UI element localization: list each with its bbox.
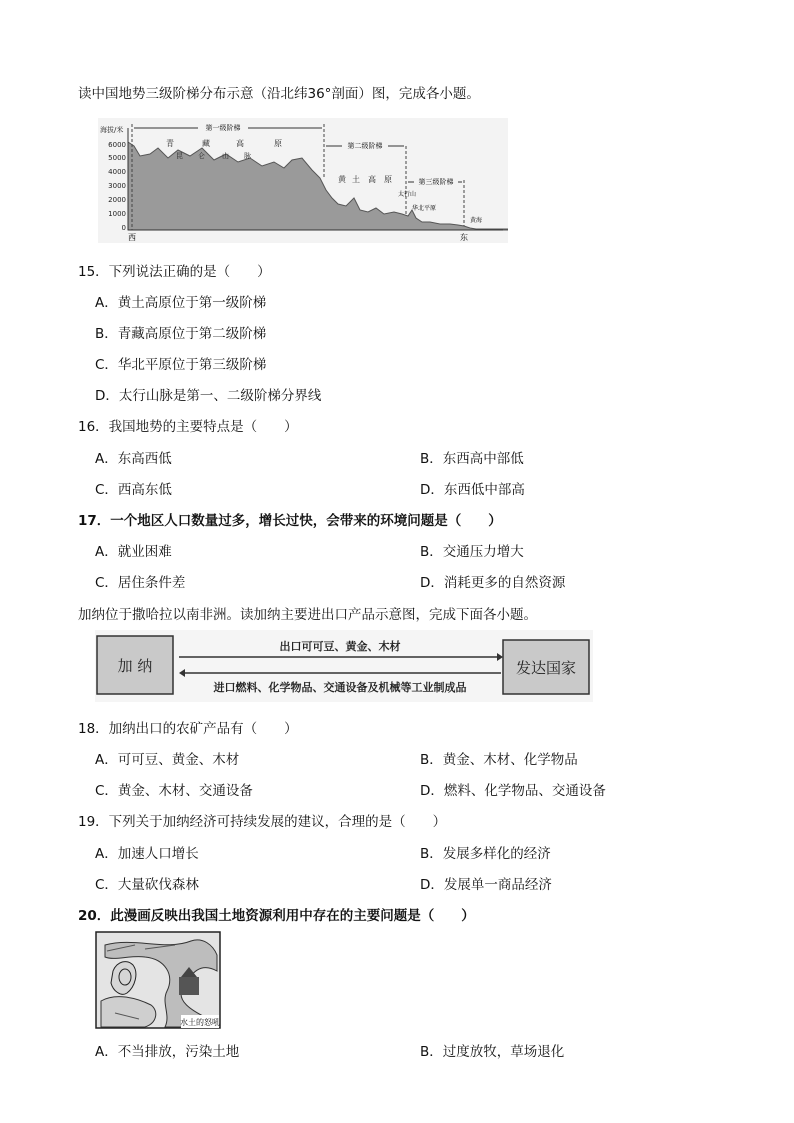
q18-option-d: D．燃料、化学物品、交通设备 [420,783,606,799]
q16-stem: 16．我国地势的主要特点是（ ） [78,419,298,435]
plateau2-char: 土 [352,175,360,184]
q15-option-b: B．青藏高原位于第二级阶梯 [95,326,267,342]
q15-option-d: D．太行山脉是第一、二级阶梯分界线 [95,388,322,404]
intro-text-2: 加纳位于撒哈拉以南非洲。读加纳主要进出口产品示意图，完成下面各小题。 [78,607,537,623]
q19-option-b: B．发展多样化的经济 [420,846,551,862]
q19-stem: 19．下列关于加纳经济可持续发展的建议，合理的是（ ） [78,814,447,830]
y-tick: 2000 [108,196,126,204]
q19-option-a: A．加速人口增长 [95,846,199,862]
sea-label: 黄海 [470,217,483,224]
y-tick: 6000 [108,141,126,149]
import-label: 进口燃料、化学物品、交通设备及机械等工业制成品 [213,681,467,694]
q17-stem: 17．一个地区人口数量过多，增长过快，会带来的环境问题是（ ） [78,513,502,529]
q18-stem: 18．加纳出口的农矿产品有（ ） [78,721,298,737]
q17-option-d: D．消耗更多的自然资源 [420,575,566,591]
plateau2-char: 高 [368,175,376,184]
q17-option-a: A．就业困难 [95,544,172,560]
erosion-cartoon [95,931,221,1029]
q16-option-d: D．东西低中部高 [420,482,525,498]
y-tick: 0 [121,224,126,232]
q17-option-b: B．交通压力增大 [420,544,524,560]
trade-diagram [95,630,593,702]
mountain-char: 山 [222,152,229,160]
plateau1-char: 青 [166,139,174,148]
y-axis-label: 海拔/米 [100,126,124,134]
step-2-label: 第二级阶梯 [347,142,383,150]
developed-countries-label: 发达国家 [515,659,577,677]
plateau1-char: 藏 [202,139,210,148]
q15-option-a: A．黄土高原位于第一级阶梯 [95,295,267,311]
q16-option-c: C．西高东低 [95,482,172,498]
ghana-label: 加 纳 [117,657,153,675]
y-tick: 5000 [108,154,126,162]
plateau1-char: 原 [274,139,282,148]
y-tick: 4000 [108,168,126,176]
plateau2-char: 黄 [338,175,346,184]
y-tick: 1000 [108,210,126,218]
step-1-label: 第一级阶梯 [205,124,241,132]
q20-stem: 20．此漫画反映出我国土地资源利用中存在的主要问题是（ ） [78,908,475,924]
terrain-profile-figure [98,118,508,243]
q18-option-a: A．可可豆、黄金、木材 [95,752,240,768]
q19-option-d: D．发展单一商品经济 [420,877,552,893]
mountain-char: 昆 [176,152,183,160]
cartoon-caption: 水土的怒吼 [180,1018,220,1027]
q18-option-c: C．黄金、木材、交通设备 [95,783,253,799]
q16-option-b: B．东西高中部低 [420,451,524,467]
plateau2-char: 原 [384,175,392,184]
q18-option-b: B．黄金、木材、化学物品 [420,752,578,768]
q16-option-a: A．东高西低 [95,451,172,467]
step-3-label: 第三级阶梯 [418,178,454,186]
q15-stem: 15．下列说法正确的是（ ） [78,264,271,280]
plateau1-char: 高 [236,139,244,148]
export-label: 出口可可豆、黄金、木材 [279,640,401,653]
q15-option-c: C．华北平原位于第三级阶梯 [95,357,267,373]
q20-option-b: B．过度放牧，草场退化 [420,1044,565,1060]
plain-label: 华北平原 [412,205,437,212]
taihang-label: 太行山 [398,191,417,198]
q19-option-c: C．大量砍伐森林 [95,877,199,893]
west-label: 西 [128,233,136,242]
y-tick: 3000 [108,182,126,190]
q20-option-a: A．不当排放，污染土地 [95,1044,240,1060]
mountain-char: 脉 [244,152,251,160]
q17-option-c: C．居住条件差 [95,575,186,591]
mountain-char: 仑 [198,152,205,160]
intro-text-1: 读中国地势三级阶梯分布示意（沿北纬36°剖面）图，完成各小题。 [78,86,480,102]
east-label: 东 [460,233,468,242]
